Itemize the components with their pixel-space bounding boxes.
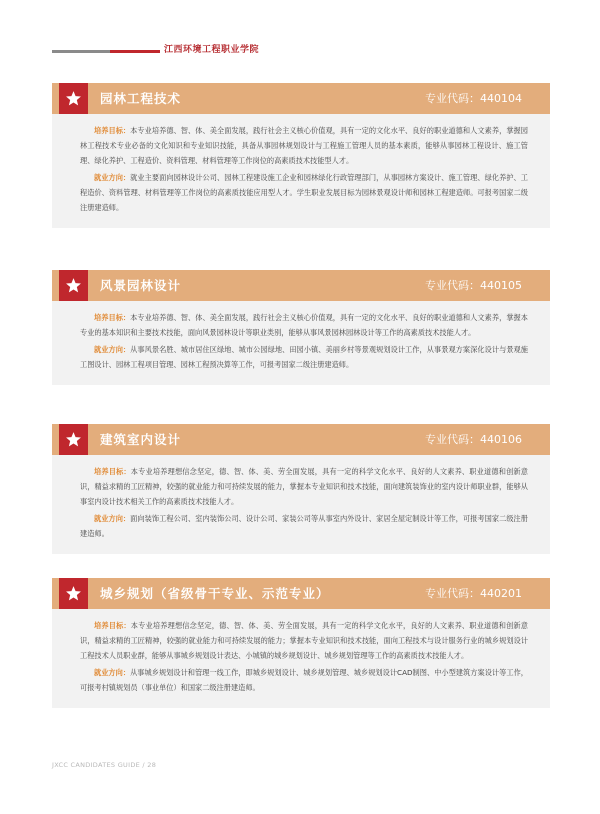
section-body (52, 609, 550, 708)
major-title: 建筑室内设计 (100, 432, 182, 447)
goal-paragraph (80, 464, 528, 509)
major-code: 专业代码：440105 (425, 279, 522, 292)
goal-text: 本专业培养理想信念坚定，德、智、体、美、劳全面发展，具有一定的科学文化水平、良好的人文素养、职业道德和创新意识，精益求精的工匠精神，较强的就业能力和可持续发展的能力，掌握本专业知识和技术技能，面向建筑装饰业的室内设计师职业群，能够从事室内设计技术相关工作的高素质技术技能人才。 (80, 467, 528, 506)
major-title: 园林工程技术 (100, 91, 182, 106)
job-paragraph (80, 170, 528, 215)
goal-label: 培养目标： (94, 621, 131, 630)
header-rule-gray (52, 50, 110, 53)
goal-label: 培养目标： (94, 467, 131, 476)
major-section-landscape-engineering (52, 83, 550, 228)
job-text: 从事风景名胜、城市居住区绿地、城市公园绿地、田园小镇、美丽乡村等景观规划设计工作，从事景观方案深化设计与景观施工图设计、园林工程项目管理、园林工程预决算等工作，可报考国家二级注册建造师。 (80, 345, 528, 369)
section-header (52, 578, 550, 609)
star-badge (59, 83, 88, 114)
page-footer: JXCC CANDIDATES GUIDE / 28 (52, 761, 157, 769)
college-logo-text: 江西环境工程职业学院 (164, 45, 260, 55)
goal-paragraph (80, 123, 528, 168)
goal-label: 培养目标： (94, 313, 131, 322)
header-rule-red (110, 50, 160, 53)
job-label: 就业方向： (94, 345, 131, 354)
major-section-interior-design (52, 424, 550, 554)
goal-paragraph (80, 618, 528, 663)
star-badge (59, 424, 88, 455)
job-label: 就业方向： (94, 668, 131, 677)
major-title: 风景园林设计 (100, 278, 182, 293)
job-paragraph (80, 342, 528, 372)
goal-paragraph (80, 310, 528, 340)
job-text: 面向装饰工程公司、室内装饰公司、设计公司、家装公司等从事室内外设计、家居全屋定制设计等工作，可报考国家二级注册建造师。 (80, 514, 528, 538)
goal-text: 本专业培养理想信念坚定，德、智、体、美、劳全面发展，具有一定的科学文化水平，良好的人文素养、职业道德和创新意识，精益求精的工匠精神，较强的就业能力和可持续发展的能力；掌握本专业知识和技术技能，面向工程技术与设计服务行业的城乡规划设计工程技术人员职业群，能够从事城乡规划设计表达、小城镇的城乡规划设计、城乡规划管理等工作的高素质技术技能人才。 (80, 621, 528, 660)
star-icon (65, 585, 82, 602)
major-section-urban-rural-planning (52, 578, 550, 708)
section-header (52, 424, 550, 455)
major-code: 专业代码：440201 (425, 587, 522, 600)
goal-label: 培养目标： (94, 126, 131, 135)
section-header (52, 270, 550, 301)
section-body (52, 114, 550, 228)
job-label: 就业方向： (94, 514, 131, 523)
job-paragraph (80, 511, 528, 541)
job-text: 从事城乡规划设计和管理一线工作，即城乡规划设计、城乡规划管理、城乡规划设计CAD制图、中小型建筑方案设计等工作，可报考村镇规划员（事业单位）和国家二级注册建造师。 (80, 668, 528, 692)
star-icon (65, 431, 82, 448)
section-body (52, 455, 550, 554)
major-code: 专业代码：440104 (425, 92, 522, 105)
star-icon (65, 90, 82, 107)
goal-text: 本专业培养德、智、体、美全面发展，践行社会主义核心价值观，具有一定的文化水平、良好的职业道德和人文素养，掌握本专业的基本知识和主要技术技能，面向风景园林设计等职业类别，能够从事风景园林园林设计等工作的高素质技术技能人才。 (80, 313, 528, 337)
job-paragraph (80, 665, 528, 695)
major-section-landscape-design (52, 270, 550, 385)
major-code: 专业代码：440106 (425, 433, 522, 446)
job-text: 就业主要面向园林设计公司、园林工程建设施工企业和园林绿化行政管理部门，从事园林方案设计、施工管理、绿化养护、工程造价、资料管理、材料管理等工作岗位的高素质技能应用型人才。学生职业发展目标为园林景观设计师和园林工程建造师。可报考国家二级注册建造师。 (80, 173, 528, 212)
star-icon (65, 277, 82, 294)
star-badge (59, 578, 88, 609)
section-body (52, 301, 550, 385)
job-label: 就业方向： (94, 173, 131, 182)
major-title: 城乡规划（省级骨干专业、示范专业） (100, 586, 330, 601)
star-badge (59, 270, 88, 301)
goal-text: 本专业培养德、智、体、美全面发展，践行社会主义核心价值观，具有一定的文化水平、良好的职业道德和人文素养，掌握园林工程技术专业必备的文化知识和专业知识技能，具备从事园林规划设计与工程施工管理人员的基本素质，能够从事园林工程设计、施工管理、绿化养护、工程造价、资料管理、材料管理等工作岗位的高素质技术技能型人才。 (80, 126, 528, 165)
section-header (52, 83, 550, 114)
